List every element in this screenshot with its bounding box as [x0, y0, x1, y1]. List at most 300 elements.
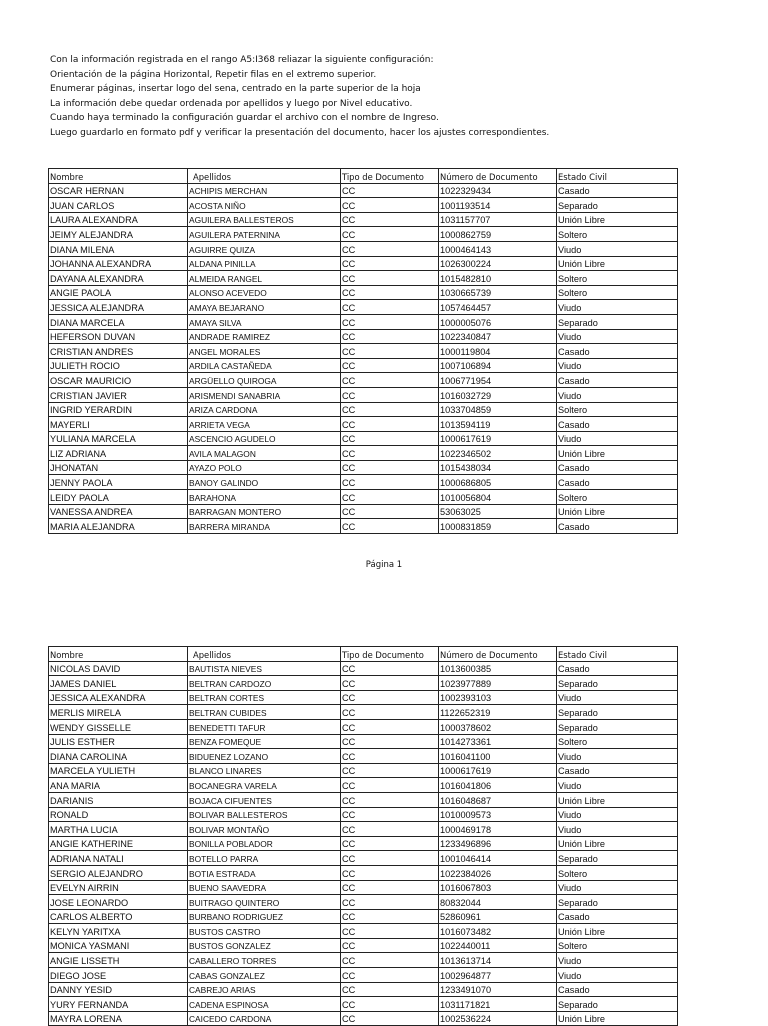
tipo-documento-cell: CC [341, 953, 439, 968]
nombre-cell: CRISTIAN ANDRES [49, 344, 188, 359]
estado-civil-cell: Soltero [557, 734, 678, 749]
numero-documento-cell: 1031171821 [439, 997, 557, 1012]
estado-civil-cell: Unión Libre [557, 212, 678, 227]
column-header: Apellidos [188, 647, 341, 662]
table-row [49, 924, 678, 939]
column-header: Apellidos [188, 169, 341, 184]
instruction-line: Cuando haya terminado la configuración guardar el archivo con el nombre de Ingreso. [50, 113, 439, 123]
table-row [49, 909, 678, 924]
tipo-documento-cell: CC [341, 241, 439, 256]
nombre-cell: CRISTIAN JAVIER [49, 387, 188, 402]
column-header: Estado Civil [557, 169, 678, 184]
numero-documento-cell: 1007106894 [439, 358, 557, 373]
nombre-cell: HEFERSON DUVAN [49, 329, 188, 344]
tipo-documento-cell: CC [341, 836, 439, 851]
apellidos-cell: BUSTOS CASTRO [188, 924, 341, 939]
nombre-cell: DANNY YESID [49, 982, 188, 997]
estado-civil-cell: Unión Libre [557, 504, 678, 519]
numero-documento-cell: 1022346502 [439, 446, 557, 461]
column-header: Número de Documento [439, 647, 557, 662]
table-row [49, 504, 678, 519]
tipo-documento-cell: CC [341, 314, 439, 329]
tipo-documento-cell: CC [341, 227, 439, 242]
apellidos-cell: ALONSO ACEVEDO [188, 285, 341, 300]
table-row [49, 387, 678, 402]
nombre-cell: MARIA ALEJANDRA [49, 519, 188, 534]
table-row [49, 344, 678, 359]
nombre-cell: LAURA ALEXANDRA [49, 212, 188, 227]
estado-civil-cell: Viudo [557, 300, 678, 315]
nombre-cell: DIANA MILENA [49, 241, 188, 256]
table-row [49, 982, 678, 997]
tipo-documento-cell: CC [341, 212, 439, 227]
tipo-documento-cell: CC [341, 763, 439, 778]
estado-civil-cell: Separado [557, 719, 678, 734]
page-number-footer: Página 1 [365, 560, 403, 570]
tipo-documento-cell: CC [341, 431, 439, 446]
nombre-cell: RONALD [49, 807, 188, 822]
apellidos-cell: ACHIPIS MERCHAN [188, 183, 341, 198]
estado-civil-cell: Unión Libre [557, 792, 678, 807]
apellidos-cell: BARRAGAN MONTERO [188, 504, 341, 519]
table-row [49, 953, 678, 968]
estado-civil-cell: Soltero [557, 271, 678, 286]
estado-civil-cell: Viudo [557, 241, 678, 256]
instruction-line: Con la información registrada en el rango A5:I368 reliazar la siguiente configuración: [50, 55, 434, 65]
table-row [49, 676, 678, 691]
tipo-documento-cell: CC [341, 690, 439, 705]
apellidos-cell: BELTRAN CORTES [188, 690, 341, 705]
estado-civil-cell: Casado [557, 344, 678, 359]
column-header: Tipo de Documento [341, 169, 439, 184]
table-row [49, 865, 678, 880]
nombre-cell: WENDY GISSELLE [49, 719, 188, 734]
numero-documento-cell: 1000686805 [439, 475, 557, 490]
tipo-documento-cell: CC [341, 982, 439, 997]
apellidos-cell: ARISMENDI SANABRIA [188, 387, 341, 402]
table-row [49, 778, 678, 793]
nombre-cell: MARCELA YULIETH [49, 763, 188, 778]
instruction-line: Luego guardarlo en formato pdf y verificar la presentación del documento, hacer los ajustes correspondientes. [50, 127, 550, 138]
nombre-cell: ANGIE KATHERINE [49, 836, 188, 851]
nombre-cell: JOHANNA ALEXANDRA [49, 256, 188, 271]
estado-civil-cell: Casado [557, 475, 678, 490]
nombre-cell: MARTHA LUCIA [49, 822, 188, 837]
table-row [49, 719, 678, 734]
numero-documento-cell: 1022440011 [439, 938, 557, 953]
tipo-documento-cell: CC [341, 997, 439, 1012]
nombre-cell: VANESSA ANDREA [49, 504, 188, 519]
nombre-cell: INGRID YERARDIN [49, 402, 188, 417]
tipo-documento-cell: CC [341, 705, 439, 720]
apellidos-cell: BANOY GALINDO [188, 475, 341, 490]
table-row [49, 256, 678, 271]
numero-documento-cell: 1000378602 [439, 719, 557, 734]
apellidos-cell: AMAYA SILVA [188, 314, 341, 329]
tipo-documento-cell: CC [341, 475, 439, 490]
nombre-cell: JUAN CARLOS [49, 198, 188, 213]
table-row [49, 227, 678, 242]
column-header: Número de Documento [439, 169, 557, 184]
table-row [49, 446, 678, 461]
header-row [49, 647, 678, 662]
tipo-documento-cell: CC [341, 402, 439, 417]
tipo-documento-cell: CC [341, 504, 439, 519]
apellidos-cell: ASCENCIO AGUDELO [188, 431, 341, 446]
instruction-line: Orientación de la página Horizontal, Repetir filas en el extremo superior. [50, 69, 377, 80]
apellidos-cell: BELTRAN CARDOZO [188, 676, 341, 691]
apellidos-cell: BARAHONA [188, 490, 341, 505]
nombre-cell: ADRIANA NATALI [49, 851, 188, 866]
table-row [49, 763, 678, 778]
table-row [49, 749, 678, 764]
tipo-documento-cell: CC [341, 300, 439, 315]
table-row [49, 358, 678, 373]
apellidos-cell: CAICEDO CARDONA [188, 1011, 341, 1026]
estado-civil-cell: Casado [557, 982, 678, 997]
apellidos-cell: BAUTISTA NIEVES [188, 661, 341, 676]
tipo-documento-cell: CC [341, 183, 439, 198]
header-row [49, 169, 678, 184]
nombre-cell: OSCAR MAURICIO [49, 373, 188, 388]
nombre-cell: JHONATAN [49, 460, 188, 475]
numero-documento-cell: 1022384026 [439, 865, 557, 880]
numero-documento-cell: 1233496896 [439, 836, 557, 851]
table-row [49, 417, 678, 432]
estado-civil-cell: Soltero [557, 402, 678, 417]
nombre-cell: YULIANA MARCELA [49, 431, 188, 446]
table-row [49, 431, 678, 446]
numero-documento-cell: 1122652319 [439, 705, 557, 720]
numero-documento-cell: 1033704859 [439, 402, 557, 417]
numero-documento-cell: 1022329434 [439, 183, 557, 198]
apellidos-cell: AVILA MALAGON [188, 446, 341, 461]
nombre-cell: DIEGO JOSE [49, 968, 188, 983]
estado-civil-cell: Separado [557, 997, 678, 1012]
table-row [49, 661, 678, 676]
numero-documento-cell: 1000617619 [439, 763, 557, 778]
numero-documento-cell: 1000862759 [439, 227, 557, 242]
apellidos-cell: BOTIA ESTRADA [188, 865, 341, 880]
tipo-documento-cell: CC [341, 285, 439, 300]
nombre-cell: MAYERLI [49, 417, 188, 432]
estado-civil-cell: Casado [557, 183, 678, 198]
numero-documento-cell: 1013594119 [439, 417, 557, 432]
numero-documento-cell: 1013600385 [439, 661, 557, 676]
nombre-cell: JENNY PAOLA [49, 475, 188, 490]
apellidos-cell: BOLIVAR MONTAÑO [188, 822, 341, 837]
numero-documento-cell: 1015482810 [439, 271, 557, 286]
nombre-cell: LEIDY PAOLA [49, 490, 188, 505]
table-row [49, 822, 678, 837]
nombre-cell: JULIETH ROCIO [49, 358, 188, 373]
table-row [49, 402, 678, 417]
apellidos-cell: BOCANEGRA VARELA [188, 778, 341, 793]
estado-civil-cell: Viudo [557, 880, 678, 895]
estado-civil-cell: Separado [557, 198, 678, 213]
estado-civil-cell: Unión Libre [557, 446, 678, 461]
nombre-cell: DAYANA ALEXANDRA [49, 271, 188, 286]
estado-civil-cell: Viudo [557, 431, 678, 446]
estado-civil-cell: Soltero [557, 865, 678, 880]
estado-civil-cell: Soltero [557, 227, 678, 242]
numero-documento-cell: 1031157707 [439, 212, 557, 227]
estado-civil-cell: Separado [557, 676, 678, 691]
column-header: Tipo de Documento [341, 647, 439, 662]
table-row [49, 836, 678, 851]
estado-civil-cell: Soltero [557, 938, 678, 953]
estado-civil-cell: Soltero [557, 490, 678, 505]
table-row [49, 895, 678, 910]
nombre-cell: MERLIS MIRELA [49, 705, 188, 720]
tipo-documento-cell: CC [341, 329, 439, 344]
tipo-documento-cell: CC [341, 387, 439, 402]
numero-documento-cell: 1000469178 [439, 822, 557, 837]
apellidos-cell: BONILLA POBLADOR [188, 836, 341, 851]
estado-civil-cell: Viudo [557, 807, 678, 822]
apellidos-cell: AYAZO POLO [188, 460, 341, 475]
numero-documento-cell: 52860961 [439, 909, 557, 924]
tipo-documento-cell: CC [341, 719, 439, 734]
estado-civil-cell: Casado [557, 519, 678, 534]
numero-documento-cell: 1014273361 [439, 734, 557, 749]
table-row [49, 519, 678, 534]
apellidos-cell: ARRIETA VEGA [188, 417, 341, 432]
estado-civil-cell: Viudo [557, 690, 678, 705]
numero-documento-cell: 1030665739 [439, 285, 557, 300]
numero-documento-cell: 1015438034 [439, 460, 557, 475]
numero-documento-cell: 1016032729 [439, 387, 557, 402]
table-row [49, 851, 678, 866]
estado-civil-cell: Casado [557, 763, 678, 778]
apellidos-cell: ALDANA PINILLA [188, 256, 341, 271]
tipo-documento-cell: CC [341, 749, 439, 764]
estado-civil-cell: Separado [557, 895, 678, 910]
numero-documento-cell: 1000119804 [439, 344, 557, 359]
nombre-cell: DIANA MARCELA [49, 314, 188, 329]
estado-civil-cell: Unión Libre [557, 836, 678, 851]
numero-documento-cell: 1000617619 [439, 431, 557, 446]
nombre-cell: SERGIO ALEJANDRO [49, 865, 188, 880]
nombre-cell: NICOLAS DAVID [49, 661, 188, 676]
table-row [49, 690, 678, 705]
table-row [49, 490, 678, 505]
page-2-table [48, 646, 678, 1026]
table-row [49, 373, 678, 388]
table-row [49, 734, 678, 749]
instruction-line: Enumerar páginas, insertar logo del sena, centrado en la parte superior de la hoja [50, 84, 421, 94]
table-row [49, 880, 678, 895]
apellidos-cell: BIDUENEZ LOZANO [188, 749, 341, 764]
estado-civil-cell: Casado [557, 460, 678, 475]
numero-documento-cell: 1013613714 [439, 953, 557, 968]
estado-civil-cell: Viudo [557, 329, 678, 344]
apellidos-cell: ARDILA CASTAÑEDA [188, 358, 341, 373]
nombre-cell: MONICA YASMANI [49, 938, 188, 953]
nombre-cell: DIANA CAROLINA [49, 749, 188, 764]
table-row [49, 792, 678, 807]
numero-documento-cell: 1016067803 [439, 880, 557, 895]
instructions-block [50, 53, 740, 140]
tipo-documento-cell: CC [341, 880, 439, 895]
numero-documento-cell: 1016041100 [439, 749, 557, 764]
apellidos-cell: ACOSTA NIÑO [188, 198, 341, 213]
tipo-documento-cell: CC [341, 822, 439, 837]
nombre-cell: ANGIE LISSETH [49, 953, 188, 968]
tipo-documento-cell: CC [341, 446, 439, 461]
estado-civil-cell: Viudo [557, 358, 678, 373]
apellidos-cell: AGUILERA BALLESTEROS [188, 212, 341, 227]
nombre-cell: YURY FERNANDA [49, 997, 188, 1012]
nombre-cell: ANGIE PAOLA [49, 285, 188, 300]
estado-civil-cell: Viudo [557, 968, 678, 983]
numero-documento-cell: 1002536224 [439, 1011, 557, 1026]
apellidos-cell: ARGÜELLO QUIROGA [188, 373, 341, 388]
table-row [49, 300, 678, 315]
column-header: Nombre [49, 169, 188, 184]
apellidos-cell: AMAYA BEJARANO [188, 300, 341, 315]
numero-documento-cell: 1057464457 [439, 300, 557, 315]
numero-documento-cell: 1001046414 [439, 851, 557, 866]
numero-documento-cell: 1023977889 [439, 676, 557, 691]
tipo-documento-cell: CC [341, 778, 439, 793]
column-header: Estado Civil [557, 647, 678, 662]
nombre-cell: JEIMY ALEJANDRA [49, 227, 188, 242]
estado-civil-cell: Casado [557, 417, 678, 432]
table-row [49, 212, 678, 227]
table-row [49, 183, 678, 198]
table-row [49, 460, 678, 475]
numero-documento-cell: 1016073482 [439, 924, 557, 939]
estado-civil-cell: Unión Libre [557, 1011, 678, 1026]
apellidos-cell: BOTELLO PARRA [188, 851, 341, 866]
table-row [49, 968, 678, 983]
table-row [49, 241, 678, 256]
nombre-cell: JULIS ESTHER [49, 734, 188, 749]
tipo-documento-cell: CC [341, 358, 439, 373]
tipo-documento-cell: CC [341, 373, 439, 388]
tipo-documento-cell: CC [341, 938, 439, 953]
nombre-cell: JESSICA ALEXANDRA [49, 690, 188, 705]
numero-documento-cell: 1006771954 [439, 373, 557, 388]
nombre-cell: EVELYN AIRRIN [49, 880, 188, 895]
apellidos-cell: ARIZA CARDONA [188, 402, 341, 417]
tipo-documento-cell: CC [341, 734, 439, 749]
numero-documento-cell: 1233491070 [439, 982, 557, 997]
estado-civil-cell: Separado [557, 851, 678, 866]
apellidos-cell: ANGEL MORALES [188, 344, 341, 359]
estado-civil-cell: Viudo [557, 822, 678, 837]
tipo-documento-cell: CC [341, 909, 439, 924]
apellidos-cell: ALMEIDA RANGEL [188, 271, 341, 286]
tipo-documento-cell: CC [341, 417, 439, 432]
tipo-documento-cell: CC [341, 851, 439, 866]
apellidos-cell: BENEDETTI TAFUR [188, 719, 341, 734]
apellidos-cell: BUSTOS GONZALEZ [188, 938, 341, 953]
apellidos-cell: ANDRADE RAMIREZ [188, 329, 341, 344]
tipo-documento-cell: CC [341, 661, 439, 676]
apellidos-cell: BENZA FOMEQUE [188, 734, 341, 749]
nombre-cell: LIZ ADRIANA [49, 446, 188, 461]
nombre-cell: JESSICA ALEJANDRA [49, 300, 188, 315]
estado-civil-cell: Unión Libre [557, 256, 678, 271]
apellidos-cell: BUITRAGO QUINTERO [188, 895, 341, 910]
estado-civil-cell: Casado [557, 661, 678, 676]
apellidos-cell: AGUIRRE QUIZA [188, 241, 341, 256]
estado-civil-cell: Separado [557, 314, 678, 329]
tipo-documento-cell: CC [341, 460, 439, 475]
table-row [49, 329, 678, 344]
numero-documento-cell: 1002393103 [439, 690, 557, 705]
estado-civil-cell: Separado [557, 705, 678, 720]
apellidos-cell: BLANCO LINARES [188, 763, 341, 778]
numero-documento-cell: 53063025 [439, 504, 557, 519]
nombre-cell: MAYRA LORENA [49, 1011, 188, 1026]
estado-civil-cell: Viudo [557, 778, 678, 793]
nombre-cell: JOSE LEONARDO [49, 895, 188, 910]
nombre-cell: JAMES DANIEL [49, 676, 188, 691]
apellidos-cell: CABAS GONZALEZ [188, 968, 341, 983]
tipo-documento-cell: CC [341, 924, 439, 939]
numero-documento-cell: 1016041806 [439, 778, 557, 793]
nombre-cell: DARIANIS [49, 792, 188, 807]
nombre-cell: ANA MARIA [49, 778, 188, 793]
tipo-documento-cell: CC [341, 968, 439, 983]
apellidos-cell: CADENA ESPINOSA [188, 997, 341, 1012]
numero-documento-cell: 1022340847 [439, 329, 557, 344]
tipo-documento-cell: CC [341, 865, 439, 880]
tipo-documento-cell: CC [341, 198, 439, 213]
tipo-documento-cell: CC [341, 895, 439, 910]
tipo-documento-cell: CC [341, 271, 439, 286]
apellidos-cell: CABALLERO TORRES [188, 953, 341, 968]
numero-documento-cell: 1001193514 [439, 198, 557, 213]
numero-documento-cell: 1002964877 [439, 968, 557, 983]
table-row [49, 705, 678, 720]
table-row [49, 475, 678, 490]
table-row [49, 807, 678, 822]
instruction-line: La información debe quedar ordenada por apellidos y luego por Nivel educativo. [50, 98, 413, 109]
column-header: Nombre [49, 647, 188, 662]
table-row [49, 271, 678, 286]
estado-civil-cell: Viudo [557, 387, 678, 402]
table-row [49, 314, 678, 329]
apellidos-cell: BOJACA CIFUENTES [188, 792, 341, 807]
table-row [49, 997, 678, 1012]
apellidos-cell: BURBANO RODRIGUEZ [188, 909, 341, 924]
tipo-documento-cell: CC [341, 256, 439, 271]
apellidos-cell: AGUILERA PATERNINA [188, 227, 341, 242]
tipo-documento-cell: CC [341, 792, 439, 807]
apellidos-cell: BARRERA MIRANDA [188, 519, 341, 534]
numero-documento-cell: 1000005076 [439, 314, 557, 329]
apellidos-cell: CABREJO ARIAS [188, 982, 341, 997]
tipo-documento-cell: CC [341, 676, 439, 691]
numero-documento-cell: 1010009573 [439, 807, 557, 822]
numero-documento-cell: 1026300224 [439, 256, 557, 271]
numero-documento-cell: 1010056804 [439, 490, 557, 505]
tipo-documento-cell: CC [341, 490, 439, 505]
numero-documento-cell: 1016048687 [439, 792, 557, 807]
table-row [49, 938, 678, 953]
numero-documento-cell: 1000464143 [439, 241, 557, 256]
nombre-cell: OSCAR HERNAN [49, 183, 188, 198]
tipo-documento-cell: CC [341, 1011, 439, 1026]
estado-civil-cell: Casado [557, 373, 678, 388]
apellidos-cell: BOLIVAR BALLESTEROS [188, 807, 341, 822]
nombre-cell: KELYN YARITXA [49, 924, 188, 939]
estado-civil-cell: Unión Libre [557, 924, 678, 939]
